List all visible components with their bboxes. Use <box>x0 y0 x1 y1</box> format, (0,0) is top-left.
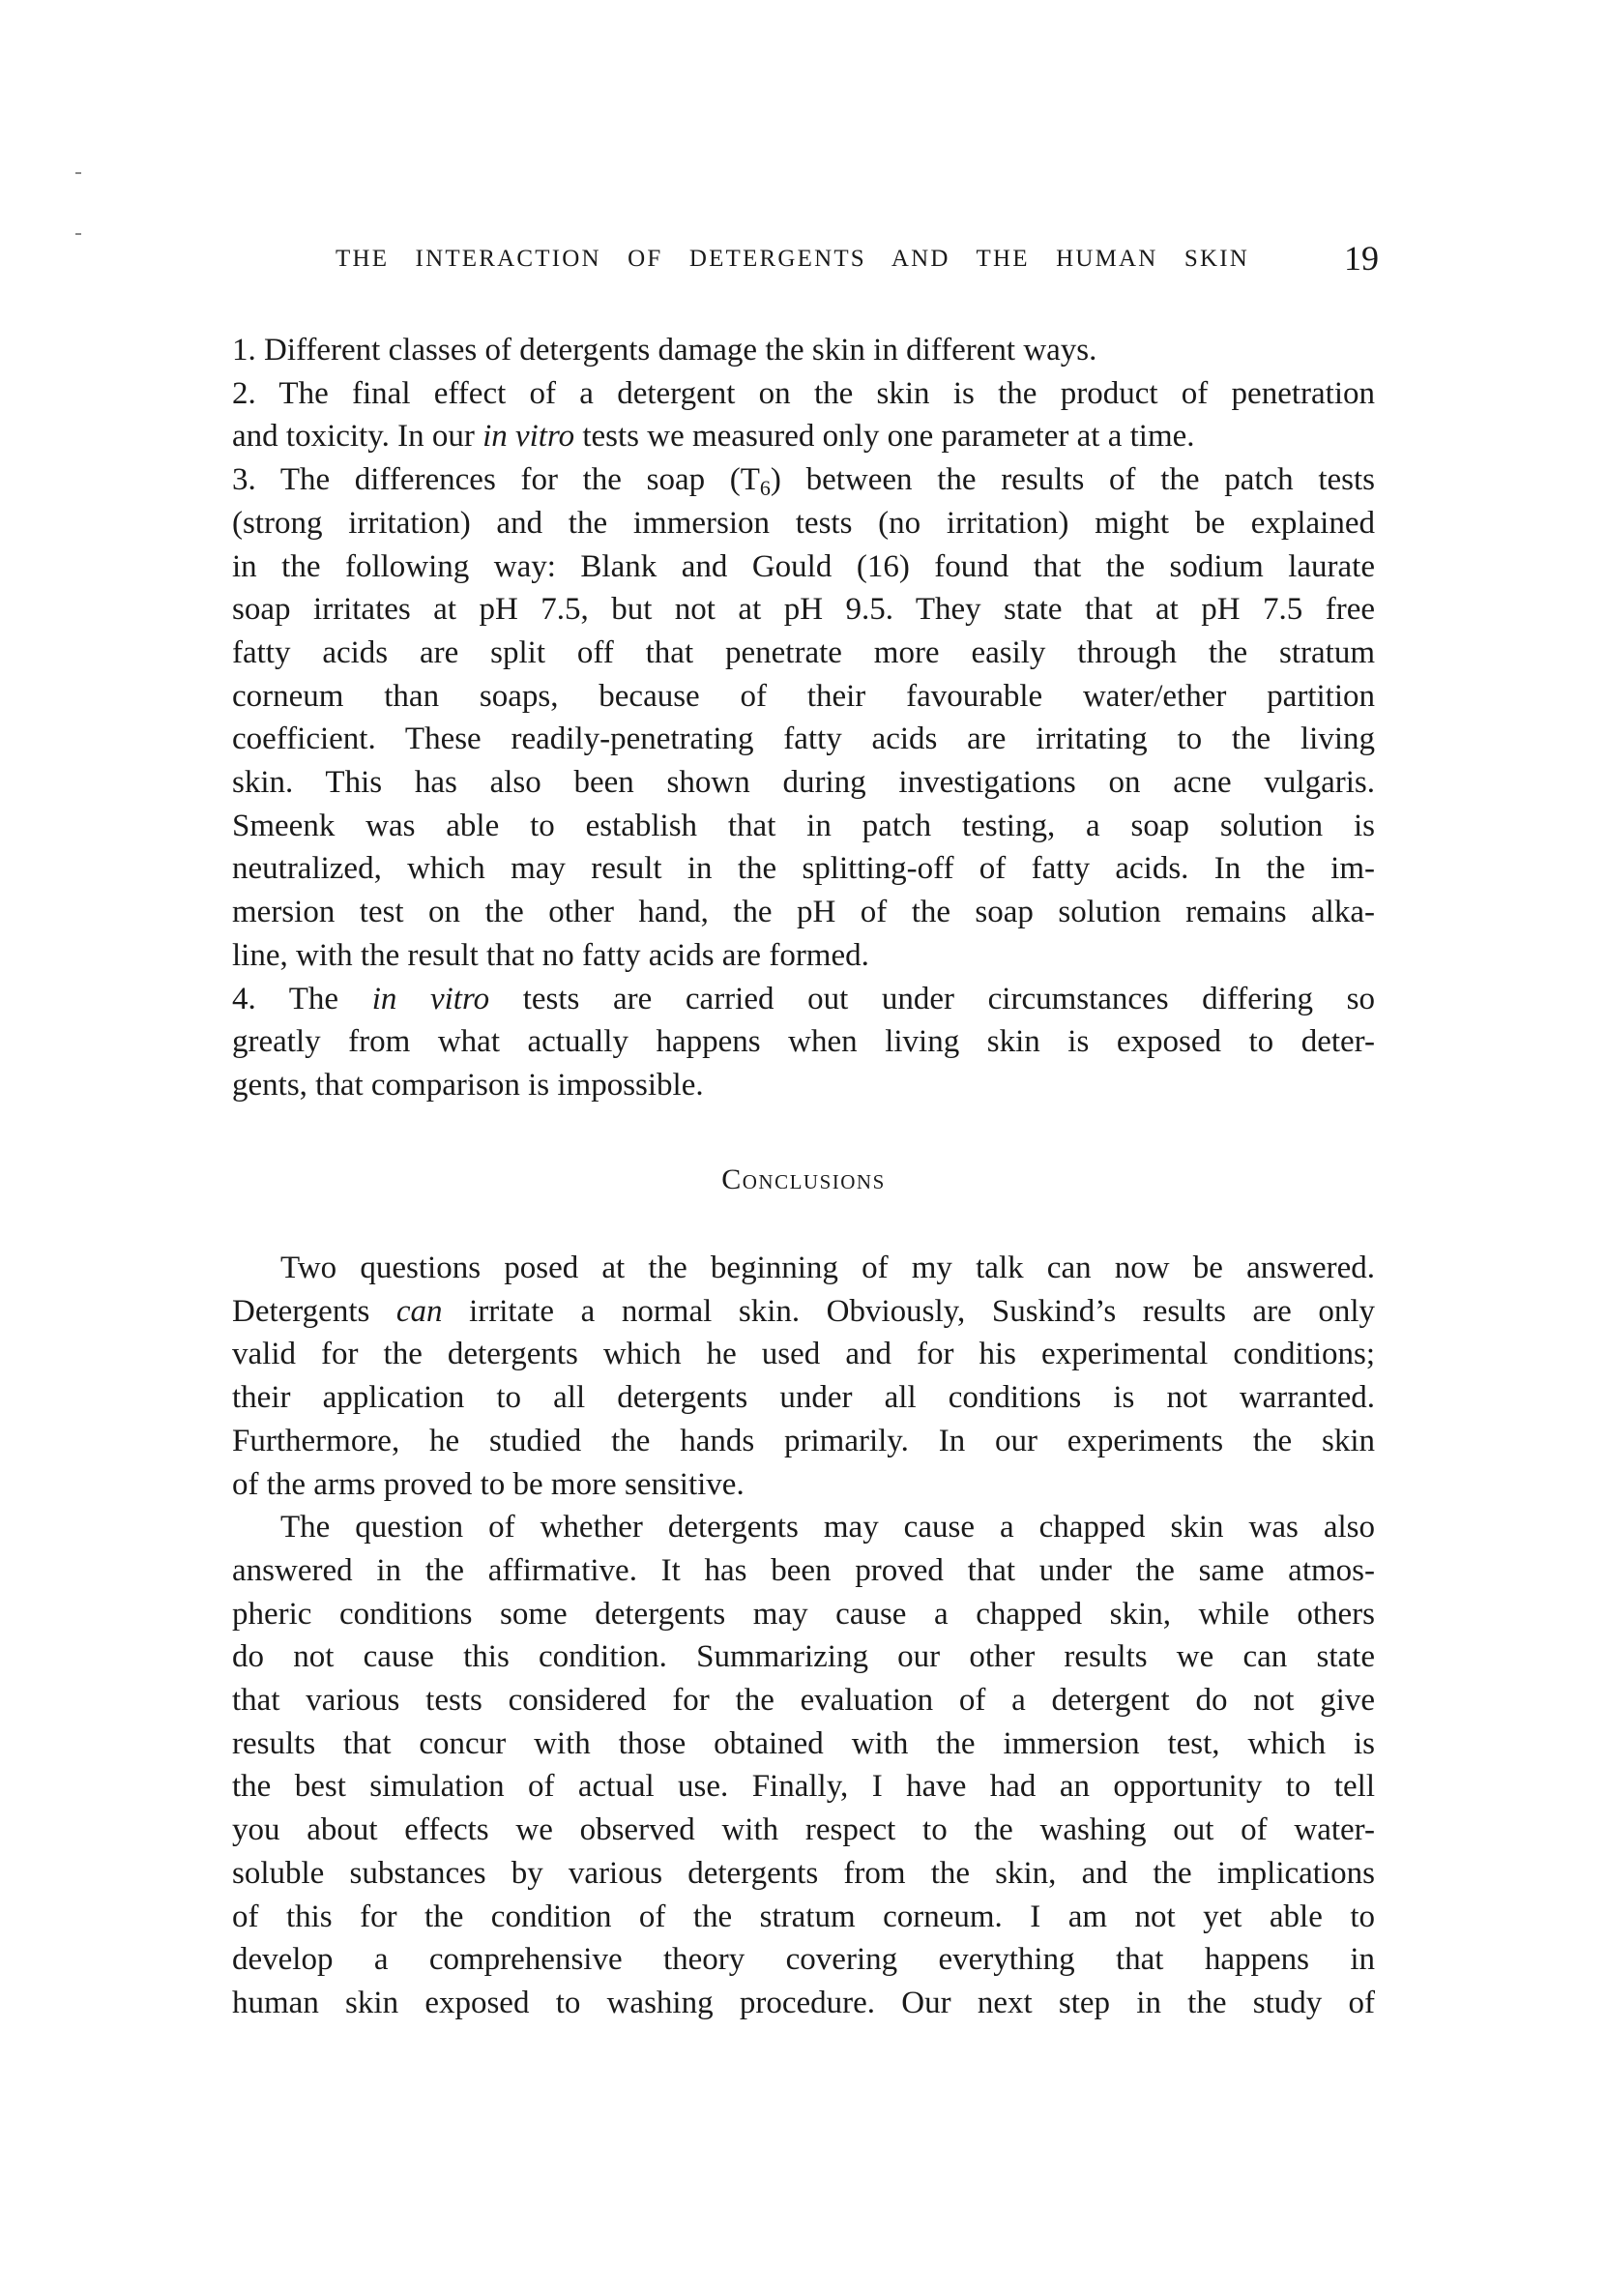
text-segment: coefficient. These readily-penetrating fatty acids are irritating to the living <box>232 721 1375 757</box>
text-line <box>232 1066 1375 1104</box>
text-line <box>232 633 1375 672</box>
text-segment: of this for the condition of the stratum corneum. I am not yet able to <box>232 1899 1375 1934</box>
text-segment: that various tests considered for the evaluation of a detergent do not give <box>232 1683 1375 1718</box>
text-segment: valid for the detergents which he used and for his experimental conditions; <box>232 1337 1375 1372</box>
text-segment: line, with the result that no fatty acids are formed. <box>232 937 869 973</box>
section-heading-conclusions: Conclusions <box>721 1163 886 1195</box>
text-segment: in the following way: Blank and Gould (16) found that the sodium laurate <box>232 548 1375 584</box>
text-segment: mersion test on the other hand, the pH of the soap solution remains alka- <box>232 895 1375 930</box>
text-line <box>232 1022 1375 1061</box>
text-line <box>232 1292 1375 1331</box>
page-number: 19 <box>1344 239 1379 278</box>
text-line <box>232 1551 1375 1590</box>
text-segment: you about effects we observed with respect to the washing out of water- <box>232 1812 1375 1848</box>
text-line <box>232 1422 1375 1460</box>
text-segment: do not cause this condition. Summarizing our other results we can state <box>232 1639 1375 1675</box>
text-segment: results that concur with those obtained with the immersion test, which is <box>232 1725 1375 1761</box>
text-line <box>232 460 1375 499</box>
italic-text: in vitro <box>371 981 490 1016</box>
text-segment: (strong irritation) and the immersion tests (no irritation) might be explained <box>232 505 1375 541</box>
text-segment: tests are carried out under circumstances differing so <box>489 981 1375 1016</box>
text-segment: develop a comprehensive theory covering everything that happens in <box>232 1942 1375 1978</box>
text-line <box>232 1681 1375 1720</box>
text-segment: irritate a normal skin. Obviously, Suskind’s results are only <box>442 1293 1375 1329</box>
text-segment: Smeenk was able to establish that in patch testing, a soap solution is <box>232 808 1375 843</box>
text-segment: skin. This has also been shown during investigations on acne vulgaris. <box>232 765 1375 800</box>
text-segment: neutralized, which may result in the splitting-off of fatty acids. In the im- <box>232 851 1375 887</box>
text-line <box>232 1984 1375 2022</box>
scan-mark <box>75 233 81 235</box>
italic-text: can <box>395 1293 443 1329</box>
text-line <box>232 1898 1375 1936</box>
text-line <box>232 763 1375 802</box>
text-segment: soluble substances by various detergents from the skin, and the implications <box>232 1855 1375 1891</box>
text-line <box>232 417 1375 456</box>
text-line <box>280 1249 1375 1287</box>
text-line <box>232 849 1375 888</box>
text-line <box>232 374 1375 413</box>
text-line <box>280 1508 1375 1546</box>
text-line <box>232 1724 1375 1763</box>
text-segment: ) between the results of the patch tests <box>770 462 1375 498</box>
text-segment: of the arms proved to be more sensitive. <box>232 1466 745 1502</box>
text-line <box>232 1940 1375 1979</box>
text-segment: Furthermore, he studied the hands primarily. In our experiments the skin <box>232 1423 1375 1458</box>
text-segment: Detergents <box>232 1293 396 1329</box>
text-line <box>232 1767 1375 1806</box>
text-segment: their application to all detergents under all conditions is not warranted. <box>232 1380 1375 1416</box>
scan-mark <box>75 172 81 174</box>
text-segment: fatty acids are split off that penetrate more easily through the stratum <box>232 634 1375 670</box>
text-segment: corneum than soaps, because of their favourable water/ether partition <box>232 678 1375 714</box>
text-line <box>232 893 1375 931</box>
text-segment: the best simulation of actual use. Finally, I have had an opportunity to tell <box>232 1769 1375 1805</box>
text-line <box>232 1637 1375 1676</box>
text-line <box>232 1335 1375 1373</box>
text-segment: answered in the affirmative. It has been proved that under the same atmos- <box>232 1552 1375 1588</box>
text-line <box>232 1810 1375 1849</box>
text-segment: 1. Different classes of detergents damage the skin in different ways. <box>232 333 1097 368</box>
text-line <box>232 504 1375 543</box>
text-line <box>232 1595 1375 1634</box>
text-segment: The question of whether detergents may cause a chapped skin was also <box>280 1510 1375 1545</box>
text-segment: soap irritates at pH 7.5, but not at pH 9.5. They state that at pH 7.5 free <box>232 592 1375 628</box>
text-line <box>232 980 1375 1018</box>
text-segment: 3. The differences for the soap (T <box>232 462 760 498</box>
text-line <box>232 1465 1375 1504</box>
text-line <box>232 807 1375 845</box>
running-header: THE INTERACTION OF DETERGENTS AND THE HUMAN SKIN <box>336 246 1249 272</box>
subscript: 6 <box>759 476 771 501</box>
text-line <box>232 720 1375 758</box>
text-segment: tests we measured only one parameter at a time. <box>574 419 1195 455</box>
text-segment: 2. The final effect of a detergent on the skin is the product of penetration <box>232 375 1375 411</box>
italic-text: in vitro <box>482 419 575 455</box>
text-line <box>232 547 1375 586</box>
text-segment: gents, that comparison is impossible. <box>232 1067 704 1103</box>
text-line <box>232 1378 1375 1417</box>
text-segment: human skin exposed to washing procedure. Our next step in the study of <box>232 1985 1375 2020</box>
text-segment: Two questions posed at the beginning of my talk can now be answered. <box>280 1251 1375 1285</box>
text-line <box>232 331 1375 369</box>
text-segment: 4. The <box>232 981 372 1016</box>
text-line <box>232 1854 1375 1893</box>
text-segment: and toxicity. In our <box>232 419 483 455</box>
text-line <box>232 936 1375 975</box>
text-line <box>232 677 1375 716</box>
text-line <box>232 590 1375 629</box>
text-segment: greatly from what actually happens when living skin is exposed to deter- <box>232 1024 1375 1060</box>
text-segment: pheric conditions some detergents may cause a chapped skin, while others <box>232 1596 1375 1632</box>
